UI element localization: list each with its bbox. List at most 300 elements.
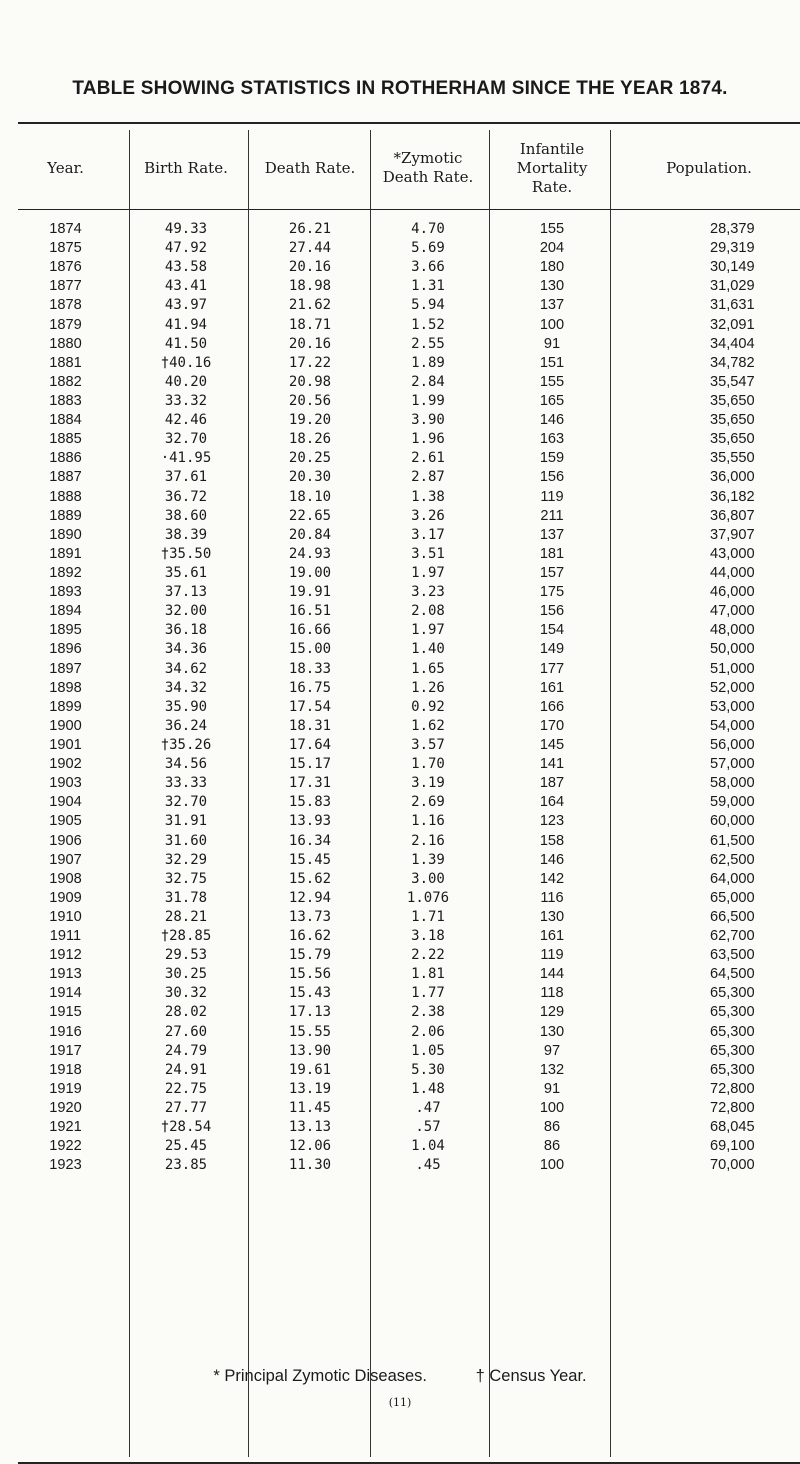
cell-infantile-mortality: 130 — [539, 1023, 565, 1040]
table-row — [18, 564, 800, 583]
cell-year: 1877 — [49, 278, 82, 295]
cell-population-value: 59,000 — [710, 794, 755, 811]
cell-population-value: 51,000 — [710, 660, 755, 677]
cell-birth-rate: 30.32 — [164, 985, 208, 1002]
cell-population — [618, 755, 796, 774]
header-infantile-mortality — [492, 128, 612, 208]
cell-birth-rate: 30.25 — [164, 966, 208, 983]
cell-population — [618, 583, 796, 602]
cell-population — [618, 1023, 796, 1042]
cell-year: 1923 — [49, 1157, 82, 1174]
cell-population-value: 30,149 — [710, 259, 755, 276]
table-row — [18, 335, 800, 354]
cell-population-value: 37,907 — [710, 526, 755, 543]
cell-zymotic-rate: 3.18 — [411, 928, 445, 945]
cell-infantile-mortality: 156 — [539, 469, 565, 486]
cell-population-value: 31,029 — [710, 278, 755, 295]
cell-infantile-mortality: 129 — [539, 1004, 565, 1021]
cell-death-rate: 15.56 — [288, 966, 332, 983]
cell-birth-rate: 22.75 — [164, 1080, 208, 1097]
table-row — [18, 812, 800, 831]
cell-population-value: 64,000 — [710, 870, 755, 887]
cell-zymotic-rate: 2.84 — [411, 373, 445, 390]
table-row — [18, 488, 800, 507]
header-population-label: Population. — [666, 158, 752, 177]
cell-year: 1879 — [49, 316, 82, 333]
cell-population — [618, 354, 796, 373]
cell-death-rate: 20.30 — [288, 469, 332, 486]
cell-birth-rate: 34.62 — [164, 660, 208, 677]
cell-population — [618, 946, 796, 965]
table-top-rule — [18, 122, 800, 124]
cell-year: 1894 — [49, 603, 82, 620]
cell-population-value: 65,300 — [710, 1023, 755, 1040]
table-row — [18, 946, 800, 965]
table-row — [18, 660, 800, 679]
cell-infantile-mortality: 163 — [539, 431, 565, 448]
header-infant-line2: Mortality — [516, 158, 588, 177]
cell-zymotic-rate: 3.26 — [411, 507, 445, 524]
cell-birth-rate: 25.45 — [164, 1138, 208, 1155]
cell-birth-rate: 27.60 — [164, 1023, 208, 1040]
cell-population-value: 36,000 — [710, 469, 755, 486]
cell-infantile-mortality: 161 — [539, 679, 565, 696]
cell-birth-rate: 38.60 — [164, 507, 208, 524]
cell-infantile-mortality: 100 — [539, 1100, 565, 1117]
cell-year: 1905 — [49, 813, 82, 830]
cell-zymotic-rate: 1.40 — [411, 641, 445, 658]
cell-population-value: 64,500 — [710, 966, 755, 983]
cell-year: 1890 — [49, 526, 82, 543]
cell-population — [618, 1137, 796, 1156]
cell-year: 1887 — [49, 469, 82, 486]
table-row — [18, 220, 800, 239]
header-infant-line1: Infantile — [519, 139, 585, 158]
cell-infantile-mortality: 187 — [539, 775, 565, 792]
cell-population-value: 72,800 — [710, 1100, 755, 1117]
cell-death-rate: 20.16 — [288, 259, 332, 276]
cell-year: 1900 — [49, 717, 82, 734]
cell-death-rate: 12.06 — [288, 1138, 332, 1155]
cell-death-rate: 18.10 — [288, 488, 332, 505]
table-row — [18, 468, 800, 487]
cell-population — [618, 411, 796, 430]
table-row — [18, 736, 800, 755]
cell-population-value: 53,000 — [710, 698, 755, 715]
cell-population-value: 70,000 — [710, 1157, 755, 1174]
cell-year: 1907 — [49, 851, 82, 868]
cell-population — [618, 296, 796, 315]
cell-infantile-mortality: 137 — [539, 526, 565, 543]
cell-population-value: 48,000 — [710, 622, 755, 639]
table-row — [18, 545, 800, 564]
cell-population — [618, 640, 796, 659]
cell-death-rate: 19.61 — [288, 1061, 332, 1078]
cell-birth-rate: 32.29 — [164, 851, 208, 868]
cell-year: 1893 — [49, 584, 82, 601]
table-row — [18, 1003, 800, 1022]
table-body — [18, 220, 800, 1175]
cell-death-rate: 15.62 — [288, 870, 332, 887]
cell-year: 1881 — [49, 354, 82, 371]
cell-zymotic-rate: 1.48 — [411, 1080, 445, 1097]
cell-population — [618, 698, 796, 717]
cell-population — [618, 1099, 796, 1118]
cell-zymotic-rate: 2.06 — [411, 1023, 445, 1040]
cell-year: 1891 — [49, 545, 82, 562]
header-rule — [18, 209, 800, 210]
cell-year: 1897 — [49, 660, 82, 677]
cell-population-value: 63,500 — [710, 947, 755, 964]
cell-year: 1910 — [49, 908, 82, 925]
cell-birth-rate: †35.26 — [160, 736, 212, 753]
cell-infantile-mortality: 86 — [543, 1138, 561, 1155]
cell-birth-rate: 37.13 — [164, 584, 208, 601]
cell-zymotic-rate: 5.94 — [411, 297, 445, 314]
cell-zymotic-rate: 0.92 — [411, 698, 445, 715]
cell-zymotic-rate: 1.05 — [411, 1042, 445, 1059]
cell-year: 1896 — [49, 641, 82, 658]
cell-population — [618, 602, 796, 621]
cell-death-rate: 11.45 — [288, 1100, 332, 1117]
cell-population-value: 35,650 — [710, 412, 755, 429]
table-row — [18, 1118, 800, 1137]
cell-death-rate: 18.98 — [288, 278, 332, 295]
cell-death-rate: 24.93 — [288, 545, 332, 562]
table-row — [18, 774, 800, 793]
cell-birth-rate: 42.46 — [164, 412, 208, 429]
cell-zymotic-rate: .57 — [415, 1119, 441, 1136]
cell-birth-rate: †28.54 — [160, 1119, 212, 1136]
cell-birth-rate: 32.70 — [164, 794, 208, 811]
cell-year: 1882 — [49, 373, 82, 390]
cell-year: 1909 — [49, 889, 82, 906]
cell-population — [618, 449, 796, 468]
cell-birth-rate: 40.20 — [164, 373, 208, 390]
cell-infantile-mortality: 118 — [540, 985, 564, 1002]
cell-birth-rate: †35.50 — [160, 545, 212, 562]
cell-death-rate: 13.73 — [288, 908, 332, 925]
cell-zymotic-rate: 2.87 — [411, 469, 445, 486]
cell-infantile-mortality: 97 — [543, 1042, 561, 1059]
cell-infantile-mortality: 137 — [539, 297, 565, 314]
header-zymotic-line1: *Zymotic — [393, 149, 463, 167]
cell-death-rate: 16.34 — [288, 832, 332, 849]
cell-infantile-mortality: 164 — [539, 794, 565, 811]
cell-population-value: 54,000 — [710, 717, 755, 734]
cell-death-rate: 13.19 — [288, 1080, 332, 1097]
header-death-rate — [250, 128, 370, 208]
cell-death-rate: 13.90 — [288, 1042, 332, 1059]
cell-death-rate: 16.75 — [288, 679, 332, 696]
cell-population-value: 35,547 — [710, 373, 755, 390]
cell-population — [618, 812, 796, 831]
cell-zymotic-rate: 3.00 — [411, 870, 445, 887]
cell-population-value: 57,000 — [710, 756, 755, 773]
cell-infantile-mortality: 100 — [539, 1157, 565, 1174]
cell-year: 1913 — [49, 966, 82, 983]
cell-population-value: 65,300 — [710, 1004, 755, 1021]
cell-infantile-mortality: 161 — [539, 928, 565, 945]
cell-population-value: 28,379 — [710, 221, 755, 237]
cell-population-value: 65,000 — [710, 889, 755, 906]
footnote-zymotic: * Principal Zymotic Diseases. — [213, 1367, 428, 1385]
header-population — [618, 128, 800, 208]
cell-death-rate: 19.20 — [288, 412, 332, 429]
page-title: TABLE SHOWING STATISTICS IN ROTHERHAM SINCE THE YEAR 1874. — [72, 78, 728, 99]
cell-zymotic-rate: 1.04 — [411, 1138, 445, 1155]
cell-birth-rate: 34.36 — [164, 641, 208, 658]
cell-infantile-mortality: 132 — [539, 1061, 565, 1078]
cell-population — [618, 1080, 796, 1099]
cell-year: 1884 — [49, 412, 82, 429]
cell-infantile-mortality: 211 — [540, 507, 564, 524]
cell-birth-rate: 47.92 — [164, 240, 208, 257]
cell-birth-rate: 35.61 — [164, 564, 208, 581]
cell-zymotic-rate: 1.96 — [411, 431, 445, 448]
cell-zymotic-rate: 2.08 — [411, 603, 445, 620]
cell-year: 1874 — [49, 221, 82, 237]
cell-year: 1906 — [49, 832, 82, 849]
cell-population-value: 31,631 — [710, 297, 755, 314]
cell-year: 1918 — [49, 1061, 82, 1078]
cell-year: 1889 — [49, 507, 82, 524]
cell-infantile-mortality: 155 — [539, 221, 565, 237]
cell-population-value: 36,807 — [710, 507, 755, 524]
cell-year: 1888 — [49, 488, 82, 505]
cell-population — [618, 468, 796, 487]
cell-infantile-mortality: 158 — [539, 832, 565, 849]
cell-population-value: 35,650 — [710, 431, 755, 448]
cell-zymotic-rate: 1.31 — [411, 278, 445, 295]
table-row — [18, 793, 800, 812]
cell-year: 1902 — [49, 756, 82, 773]
cell-birth-rate: 33.32 — [164, 392, 208, 409]
cell-zymotic-rate: 1.26 — [411, 679, 445, 696]
cell-infantile-mortality: 145 — [539, 736, 565, 753]
cell-population — [618, 545, 796, 564]
cell-zymotic-rate: 2.61 — [411, 450, 445, 467]
table-row — [18, 277, 800, 296]
cell-population — [618, 889, 796, 908]
header-infant-line3: Rate. — [531, 177, 573, 196]
cell-death-rate: 17.31 — [288, 775, 332, 792]
footnote-census: † Census Year. — [475, 1367, 587, 1385]
table-row — [18, 258, 800, 277]
table-row — [18, 870, 800, 889]
cell-infantile-mortality: 119 — [540, 947, 564, 964]
cell-population-value: 32,091 — [710, 316, 755, 333]
cell-infantile-mortality: 151 — [539, 354, 565, 371]
cell-year: 1920 — [49, 1100, 82, 1117]
cell-infantile-mortality: 130 — [539, 278, 565, 295]
table-row — [18, 430, 800, 449]
table-row — [18, 1061, 800, 1080]
cell-population — [618, 277, 796, 296]
cell-infantile-mortality: 155 — [539, 373, 565, 390]
cell-birth-rate: 38.39 — [164, 526, 208, 543]
cell-birth-rate: 24.91 — [164, 1061, 208, 1078]
page-number: (11) — [388, 1396, 412, 1409]
cell-death-rate: 15.45 — [288, 851, 332, 868]
table-row — [18, 373, 800, 392]
footnotes — [0, 1367, 800, 1386]
cell-population — [618, 870, 796, 889]
cell-death-rate: 17.13 — [288, 1004, 332, 1021]
table-row — [18, 927, 800, 946]
cell-zymotic-rate: 3.51 — [411, 545, 445, 562]
header-zymotic-death-rate — [374, 128, 482, 208]
cell-death-rate: 15.55 — [288, 1023, 332, 1040]
table-row — [18, 526, 800, 545]
cell-death-rate: 20.25 — [288, 450, 332, 467]
cell-birth-rate: 31.78 — [164, 889, 208, 906]
table-row — [18, 698, 800, 717]
cell-death-rate: 20.84 — [288, 526, 332, 543]
table-row — [18, 316, 800, 335]
table-row — [18, 908, 800, 927]
cell-death-rate: 19.00 — [288, 564, 332, 581]
cell-population-value: 34,404 — [710, 335, 755, 352]
cell-infantile-mortality: 204 — [539, 240, 565, 257]
cell-population-value: 36,182 — [710, 488, 755, 505]
table-row — [18, 851, 800, 870]
cell-population-value: 35,650 — [710, 392, 755, 409]
cell-zymotic-rate: 1.52 — [411, 316, 445, 333]
cell-year: 1899 — [49, 698, 82, 715]
cell-death-rate: 15.17 — [288, 756, 332, 773]
cell-population — [618, 1156, 796, 1175]
cell-zymotic-rate: 1.39 — [411, 851, 445, 868]
cell-zymotic-rate: 2.69 — [411, 794, 445, 811]
cell-population-value: 65,300 — [710, 1042, 755, 1059]
cell-death-rate: 17.54 — [288, 698, 332, 715]
cell-death-rate: 21.62 — [288, 297, 332, 314]
cell-population — [618, 430, 796, 449]
cell-death-rate: 17.64 — [288, 736, 332, 753]
cell-population — [618, 1118, 796, 1137]
table-row — [18, 1137, 800, 1156]
cell-zymotic-rate: 2.16 — [411, 832, 445, 849]
table-row — [18, 755, 800, 774]
cell-year: 1876 — [49, 259, 82, 276]
cell-zymotic-rate: 5.30 — [411, 1061, 445, 1078]
cell-birth-rate: 36.72 — [164, 488, 208, 505]
table-row — [18, 679, 800, 698]
table-row — [18, 392, 800, 411]
table-row — [18, 889, 800, 908]
cell-population — [618, 526, 796, 545]
cell-year: 1912 — [49, 947, 82, 964]
cell-infantile-mortality: 123 — [539, 813, 565, 830]
table-header — [18, 128, 800, 208]
cell-birth-rate: 33.33 — [164, 775, 208, 792]
cell-population-value: 46,000 — [710, 584, 755, 601]
cell-zymotic-rate: 3.90 — [411, 412, 445, 429]
cell-population — [618, 793, 796, 812]
cell-infantile-mortality: 154 — [539, 622, 565, 639]
cell-population-value: 62,700 — [710, 928, 755, 945]
table-row — [18, 449, 800, 468]
cell-death-rate: 11.30 — [288, 1157, 332, 1174]
cell-death-rate: 15.43 — [288, 985, 332, 1002]
cell-population-value: 58,000 — [710, 775, 755, 792]
cell-zymotic-rate: 1.81 — [411, 966, 445, 983]
cell-population — [618, 220, 796, 239]
cell-population — [618, 258, 796, 277]
cell-zymotic-rate: 1.71 — [411, 908, 445, 925]
cell-death-rate: 18.33 — [288, 660, 332, 677]
cell-birth-rate: 28.21 — [164, 908, 208, 925]
cell-death-rate: 15.00 — [288, 641, 332, 658]
cell-year: 1919 — [49, 1080, 82, 1097]
cell-year: 1892 — [49, 564, 82, 581]
cell-death-rate: 16.62 — [288, 928, 332, 945]
cell-population — [618, 832, 796, 851]
cell-birth-rate: 23.85 — [164, 1157, 208, 1174]
cell-birth-rate: 32.75 — [164, 870, 208, 887]
header-death-label: Death Rate. — [264, 158, 356, 177]
cell-death-rate: 15.79 — [288, 947, 332, 964]
cell-infantile-mortality: 157 — [539, 564, 565, 581]
cell-population-value: 62,500 — [710, 851, 755, 868]
cell-population-value: 69,100 — [710, 1138, 755, 1155]
cell-infantile-mortality: 165 — [539, 392, 565, 409]
table-row — [18, 1023, 800, 1042]
cell-population-value: 72,800 — [710, 1080, 755, 1097]
cell-infantile-mortality: 166 — [539, 698, 565, 715]
cell-infantile-mortality: 181 — [539, 545, 565, 562]
cell-population-value: 52,000 — [710, 679, 755, 696]
cell-zymotic-rate: 1.16 — [411, 813, 445, 830]
cell-population-value: 34,782 — [710, 354, 755, 371]
cell-year: 1914 — [49, 985, 82, 1002]
cell-zymotic-rate: 3.57 — [411, 736, 445, 753]
cell-birth-rate: 32.70 — [164, 431, 208, 448]
cell-death-rate: 20.16 — [288, 335, 332, 352]
cell-zymotic-rate: 1.99 — [411, 392, 445, 409]
cell-birth-rate: 31.60 — [164, 832, 208, 849]
cell-year: 1886 — [49, 450, 82, 467]
cell-infantile-mortality: 119 — [540, 488, 564, 505]
cell-birth-rate: 31.91 — [164, 813, 208, 830]
cell-death-rate: 19.91 — [288, 584, 332, 601]
cell-year: 1915 — [49, 1004, 82, 1021]
cell-birth-rate: 36.18 — [164, 622, 208, 639]
cell-year: 1921 — [49, 1119, 82, 1136]
cell-population — [618, 927, 796, 946]
cell-year: 1916 — [49, 1023, 82, 1040]
cell-population-value: 44,000 — [710, 564, 755, 581]
cell-zymotic-rate: 1.97 — [411, 622, 445, 639]
cell-birth-rate: †28.85 — [160, 928, 212, 945]
cell-population — [618, 1042, 796, 1061]
cell-population — [618, 239, 796, 258]
table-row — [18, 1156, 800, 1175]
table-row — [18, 621, 800, 640]
cell-death-rate: 18.71 — [288, 316, 332, 333]
cell-year: 1878 — [49, 297, 82, 314]
cell-death-rate: 15.83 — [288, 794, 332, 811]
cell-zymotic-rate: 2.22 — [411, 947, 445, 964]
cell-birth-rate: 29.53 — [164, 947, 208, 964]
cell-birth-rate: 36.24 — [164, 717, 208, 734]
cell-population — [618, 774, 796, 793]
cell-infantile-mortality: 156 — [539, 603, 565, 620]
cell-zymotic-rate: 3.66 — [411, 259, 445, 276]
cell-population — [618, 984, 796, 1003]
table-row — [18, 507, 800, 526]
